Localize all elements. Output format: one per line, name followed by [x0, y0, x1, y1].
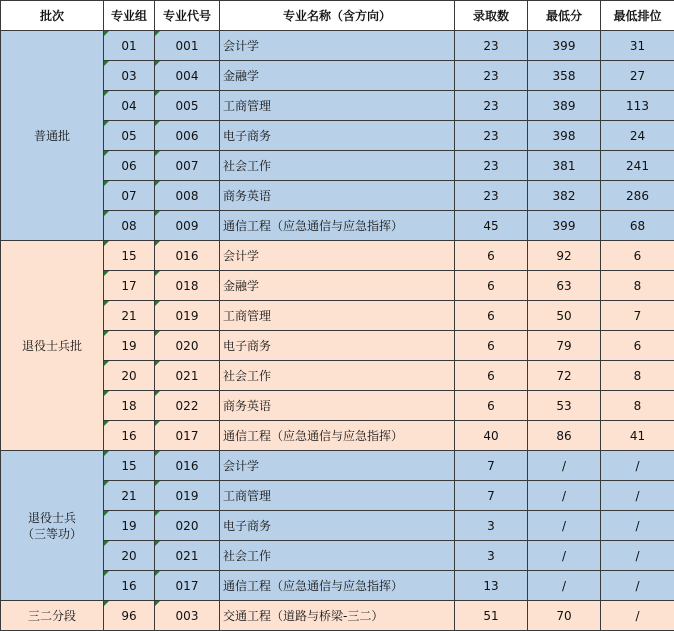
cell-admitted: 23	[455, 121, 528, 151]
cell-code: 018	[155, 271, 220, 301]
batch-label	[1, 451, 104, 601]
cell-code: 020	[155, 511, 220, 541]
cell-min-rank: 27	[601, 61, 674, 91]
batch-label	[1, 601, 104, 631]
cell-min-score: 86	[528, 421, 601, 451]
cell-min-rank: 286	[601, 181, 674, 211]
cell-admitted: 3	[455, 541, 528, 571]
cell-min-score: 399	[528, 31, 601, 61]
cell-name: 工商管理	[220, 91, 455, 121]
cell-min-score: 63	[528, 271, 601, 301]
cell-code: 008	[155, 181, 220, 211]
batch-label-line: （三等功）	[21, 526, 82, 541]
cell-admitted: 23	[455, 151, 528, 181]
cell-admitted: 6	[455, 361, 528, 391]
cell-group: 20	[104, 361, 155, 391]
batch-label-line: 退役士兵	[27, 510, 76, 525]
cell-name: 会计学	[220, 451, 455, 481]
cell-group: 19	[104, 511, 155, 541]
cell-name: 社会工作	[220, 361, 455, 391]
cell-group: 21	[104, 481, 155, 511]
cell-min-rank: /	[601, 601, 674, 631]
cell-min-score: 72	[528, 361, 601, 391]
cell-min-score: 399	[528, 211, 601, 241]
cell-code: 016	[155, 451, 220, 481]
cell-min-rank: 68	[601, 211, 674, 241]
cell-admitted: 6	[455, 271, 528, 301]
table-row	[1, 451, 674, 481]
cell-min-rank: /	[601, 511, 674, 541]
header-min-score: 最低分	[528, 1, 601, 31]
cell-name: 通信工程（应急通信与应急指挥）	[220, 421, 455, 451]
cell-min-score: 92	[528, 241, 601, 271]
cell-admitted: 23	[455, 181, 528, 211]
header-row	[1, 1, 674, 31]
cell-name: 会计学	[220, 31, 455, 61]
cell-min-score: 382	[528, 181, 601, 211]
cell-min-rank: 24	[601, 121, 674, 151]
cell-code: 003	[155, 601, 220, 631]
cell-admitted: 45	[455, 211, 528, 241]
cell-code: 005	[155, 91, 220, 121]
cell-group: 07	[104, 181, 155, 211]
cell-min-score: 70	[528, 601, 601, 631]
cell-admitted: 6	[455, 301, 528, 331]
batch-label-line: 三二分段	[27, 608, 76, 623]
cell-min-score: /	[528, 451, 601, 481]
cell-name: 通信工程（应急通信与应急指挥）	[220, 571, 455, 601]
cell-min-score: /	[528, 511, 601, 541]
cell-code: 017	[155, 571, 220, 601]
header-code: 专业代号	[155, 1, 220, 31]
cell-min-rank: 31	[601, 31, 674, 61]
cell-group: 08	[104, 211, 155, 241]
cell-group: 18	[104, 391, 155, 421]
cell-min-rank: 6	[601, 241, 674, 271]
cell-name: 会计学	[220, 241, 455, 271]
cell-admitted: 13	[455, 571, 528, 601]
batch-label	[1, 31, 104, 241]
cell-min-score: /	[528, 541, 601, 571]
cell-min-score: 53	[528, 391, 601, 421]
cell-group: 15	[104, 241, 155, 271]
cell-code: 009	[155, 211, 220, 241]
cell-group: 05	[104, 121, 155, 151]
batch-label	[1, 241, 104, 451]
header-name: 专业名称（含方向）	[220, 1, 455, 31]
cell-code: 001	[155, 31, 220, 61]
cell-min-score: /	[528, 481, 601, 511]
cell-admitted: 6	[455, 331, 528, 361]
cell-name: 工商管理	[220, 301, 455, 331]
cell-admitted: 23	[455, 31, 528, 61]
cell-name: 通信工程（应急通信与应急指挥）	[220, 211, 455, 241]
cell-code: 019	[155, 481, 220, 511]
cell-min-score: /	[528, 571, 601, 601]
header-min-rank: 最低排位	[601, 1, 674, 31]
batch-label-line: 退役士兵批	[21, 338, 82, 353]
cell-min-score: 389	[528, 91, 601, 121]
cell-min-rank: 41	[601, 421, 674, 451]
table-row	[1, 31, 674, 61]
cell-name: 交通工程（道路与桥梁-三二）	[220, 601, 455, 631]
table-header	[1, 1, 674, 31]
cell-name: 社会工作	[220, 151, 455, 181]
cell-min-rank: 8	[601, 391, 674, 421]
cell-name: 工商管理	[220, 481, 455, 511]
cell-name: 商务英语	[220, 181, 455, 211]
cell-name: 商务英语	[220, 391, 455, 421]
cell-min-rank: 113	[601, 91, 674, 121]
cell-admitted: 6	[455, 241, 528, 271]
batch-label-line: 普通批	[33, 128, 70, 143]
cell-admitted: 7	[455, 481, 528, 511]
cell-admitted: 6	[455, 391, 528, 421]
cell-group: 21	[104, 301, 155, 331]
cell-min-rank: 241	[601, 151, 674, 181]
cell-min-score: 398	[528, 121, 601, 151]
cell-code: 022	[155, 391, 220, 421]
cell-code: 020	[155, 331, 220, 361]
cell-group: 03	[104, 61, 155, 91]
cell-min-score: 381	[528, 151, 601, 181]
cell-min-rank: 8	[601, 361, 674, 391]
cell-min-rank: 6	[601, 331, 674, 361]
header-batch: 批次	[1, 1, 104, 31]
cell-admitted: 7	[455, 451, 528, 481]
cell-min-score: 50	[528, 301, 601, 331]
cell-min-score: 79	[528, 331, 601, 361]
table-row	[1, 601, 674, 631]
cell-group: 16	[104, 421, 155, 451]
cell-name: 电子商务	[220, 511, 455, 541]
cell-group: 19	[104, 331, 155, 361]
cell-min-rank: 8	[601, 271, 674, 301]
cell-min-rank: 7	[601, 301, 674, 331]
table-body	[1, 31, 674, 631]
cell-admitted: 51	[455, 601, 528, 631]
cell-min-rank: /	[601, 481, 674, 511]
table-row	[1, 241, 674, 271]
cell-code: 017	[155, 421, 220, 451]
cell-admitted: 23	[455, 91, 528, 121]
cell-min-rank: /	[601, 571, 674, 601]
cell-min-score: 358	[528, 61, 601, 91]
cell-min-rank: /	[601, 451, 674, 481]
cell-group: 96	[104, 601, 155, 631]
cell-name: 社会工作	[220, 541, 455, 571]
cell-group: 04	[104, 91, 155, 121]
cell-group: 06	[104, 151, 155, 181]
cell-code: 021	[155, 361, 220, 391]
header-group: 专业组	[104, 1, 155, 31]
cell-group: 16	[104, 571, 155, 601]
cell-name: 金融学	[220, 61, 455, 91]
cell-group: 01	[104, 31, 155, 61]
cell-admitted: 40	[455, 421, 528, 451]
header-admitted: 录取数	[455, 1, 528, 31]
cell-code: 016	[155, 241, 220, 271]
cell-min-rank: /	[601, 541, 674, 571]
cell-code: 006	[155, 121, 220, 151]
cell-code: 021	[155, 541, 220, 571]
cell-group: 17	[104, 271, 155, 301]
cell-group: 15	[104, 451, 155, 481]
cell-code: 019	[155, 301, 220, 331]
cell-code: 004	[155, 61, 220, 91]
cell-code: 007	[155, 151, 220, 181]
cell-admitted: 3	[455, 511, 528, 541]
cell-name: 金融学	[220, 271, 455, 301]
cell-name: 电子商务	[220, 121, 455, 151]
cell-admitted: 23	[455, 61, 528, 91]
cell-group: 20	[104, 541, 155, 571]
cell-name: 电子商务	[220, 331, 455, 361]
